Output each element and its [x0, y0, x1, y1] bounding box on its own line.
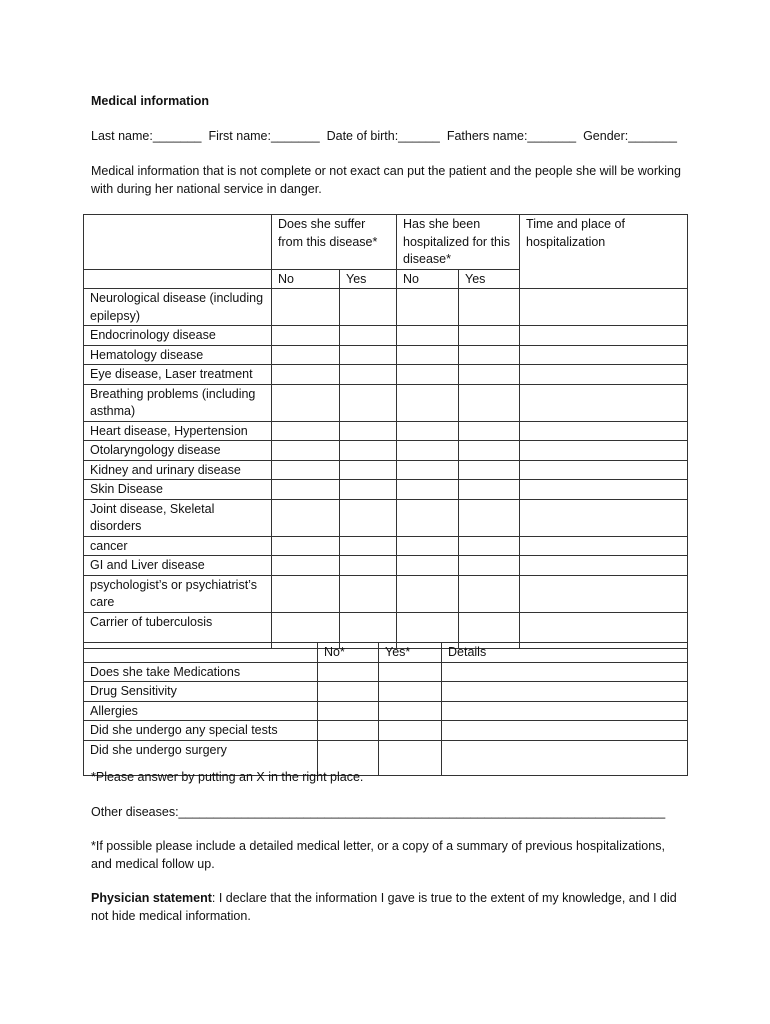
med-details-cell[interactable] [442, 682, 688, 702]
time-place-cell[interactable] [520, 289, 688, 326]
no-hosp-cell[interactable] [397, 326, 459, 346]
med-details-cell[interactable] [442, 721, 688, 741]
no-suffer-cell[interactable] [272, 536, 340, 556]
identity-fields [91, 129, 677, 143]
yes-hosp-cell[interactable] [459, 556, 520, 576]
yes-suffer-cell[interactable] [340, 499, 397, 536]
yes-hosp-cell[interactable] [459, 345, 520, 365]
header-hospitalized: Has she been hospitalized for this disease* [397, 215, 520, 270]
time-place-cell[interactable] [520, 575, 688, 612]
table-row [84, 289, 688, 326]
yes-hosp-cell[interactable] [459, 441, 520, 461]
med-no-cell[interactable] [318, 721, 379, 741]
time-place-cell[interactable] [520, 441, 688, 461]
time-place-cell[interactable] [520, 326, 688, 346]
table-row [84, 421, 688, 441]
no-suffer-cell[interactable] [272, 575, 340, 612]
yes-suffer-cell[interactable] [340, 441, 397, 461]
no-hosp-cell[interactable] [397, 575, 459, 612]
med-question-label: Did she undergo any special tests [84, 721, 318, 741]
medication-table [83, 642, 688, 776]
med-question-label: Does she take Medications [84, 662, 318, 682]
med-details-cell[interactable] [442, 662, 688, 682]
no-suffer-cell[interactable] [272, 365, 340, 385]
no-suffer-cell[interactable] [272, 289, 340, 326]
time-place-cell[interactable] [520, 365, 688, 385]
disease-label: Neurological disease (including epilepsy) [84, 289, 272, 326]
disease-label: psychologist’s or psychiatrist’s care [84, 575, 272, 612]
yes-hosp-cell[interactable] [459, 421, 520, 441]
disease-label: cancer [84, 536, 272, 556]
statement-text: : I declare that the information I gave is true to the extent of my knowledge, and I did not hide medical information. [91, 891, 677, 923]
no-suffer-cell[interactable] [272, 556, 340, 576]
table-row [84, 441, 688, 461]
table-row [84, 499, 688, 536]
table-row [84, 556, 688, 576]
no-hosp-cell[interactable] [397, 441, 459, 461]
med-header-details: Details [442, 643, 688, 663]
no-suffer-cell[interactable] [272, 460, 340, 480]
fathers-name-field[interactable]: Fathers name:_______ [446, 129, 577, 143]
no-hosp-cell[interactable] [397, 536, 459, 556]
form-title: Medical information [91, 94, 210, 108]
table-row [84, 460, 688, 480]
no-hosp-cell[interactable] [397, 384, 459, 421]
time-place-cell[interactable] [520, 480, 688, 500]
disease-label: GI and Liver disease [84, 556, 272, 576]
med-yes-cell[interactable] [379, 662, 442, 682]
med-question-label: Drug Sensitivity [84, 682, 318, 702]
yes-suffer-cell[interactable] [340, 365, 397, 385]
yes-hosp-cell[interactable] [459, 289, 520, 326]
med-yes-cell[interactable] [379, 682, 442, 702]
yes-suffer-cell[interactable] [340, 421, 397, 441]
table-row [84, 682, 688, 702]
yes-suffer-cell[interactable] [340, 480, 397, 500]
intro-text: Medical information that is not complete or not exact can put the patient and the people she will be working with during her national service in danger. [91, 164, 681, 196]
no-suffer-cell[interactable] [272, 499, 340, 536]
statement-label: Physician statement [91, 891, 212, 905]
yes-hosp-cell[interactable] [459, 575, 520, 612]
gender-field[interactable]: Gender:_______ [583, 129, 677, 143]
no-suffer-cell[interactable] [272, 326, 340, 346]
dob-field[interactable]: Date of birth:______ [326, 129, 440, 143]
med-question-label: Did she undergo surgery [84, 740, 318, 775]
med-no-cell[interactable] [318, 682, 379, 702]
table-row [84, 575, 688, 612]
table-row [84, 345, 688, 365]
header-empty [84, 215, 272, 270]
first-name-field[interactable]: First name:_______ [208, 129, 320, 143]
table-row [84, 701, 688, 721]
yes-hosp-cell[interactable] [459, 460, 520, 480]
yes-suffer-cell[interactable] [340, 556, 397, 576]
med-no-cell[interactable] [318, 662, 379, 682]
no-suffer-cell[interactable] [272, 345, 340, 365]
no-hosp-cell[interactable] [397, 289, 459, 326]
letter-note: *If possible please include a detailed medical letter, or a copy of a summary of previous hospitalizations, and medical follow up. [91, 839, 665, 871]
disease-label: Endocrinology disease [84, 326, 272, 346]
yes-hosp-cell[interactable] [459, 536, 520, 556]
time-place-cell[interactable] [520, 499, 688, 536]
header-time-place: Time and place of hospitalization [520, 215, 688, 289]
table-row [84, 365, 688, 385]
med-header-no: No* [318, 643, 379, 663]
time-place-cell[interactable] [520, 536, 688, 556]
med-yes-cell[interactable] [379, 721, 442, 741]
no-hosp-cell[interactable] [397, 499, 459, 536]
header-suffer: Does she suffer from this disease* [272, 215, 397, 270]
yes-suffer-cell[interactable] [340, 326, 397, 346]
med-no-cell[interactable] [318, 701, 379, 721]
answer-note: *Please answer by putting an X in the right place. [91, 770, 364, 784]
yes-suffer-cell[interactable] [340, 345, 397, 365]
table-row [84, 721, 688, 741]
yes-suffer-cell[interactable] [340, 536, 397, 556]
time-place-cell[interactable] [520, 556, 688, 576]
table-row [84, 662, 688, 682]
physician-statement [91, 890, 681, 925]
yes-hosp-cell[interactable] [459, 326, 520, 346]
med-header-empty [84, 643, 318, 663]
disease-table [83, 214, 688, 649]
yes-suffer-cell[interactable] [340, 460, 397, 480]
disease-label: Joint disease, Skeletal disorders [84, 499, 272, 536]
yes-suffer-cell[interactable] [340, 384, 397, 421]
yes-hosp-cell[interactable] [459, 480, 520, 500]
med-header-yes: Yes* [379, 643, 442, 663]
yes-suffer-cell[interactable] [340, 289, 397, 326]
disease-label: Skin Disease [84, 480, 272, 500]
subheader-no-hosp: No [397, 269, 459, 289]
yes-hosp-cell[interactable] [459, 384, 520, 421]
yes-hosp-cell[interactable] [459, 365, 520, 385]
other-diseases-field[interactable]: Other diseases:______________________________________________________________________ [91, 805, 666, 819]
no-suffer-cell[interactable] [272, 384, 340, 421]
disease-label: Carrier of tuberculosis [84, 612, 272, 648]
no-suffer-cell[interactable] [272, 441, 340, 461]
time-place-cell[interactable] [520, 345, 688, 365]
no-hosp-cell[interactable] [397, 460, 459, 480]
subheader-yes-hosp: Yes [459, 269, 520, 289]
time-place-cell[interactable] [520, 460, 688, 480]
subheader-yes-suffer: Yes [340, 269, 397, 289]
subheader-no-suffer: No [272, 269, 340, 289]
time-place-cell[interactable] [520, 384, 688, 421]
time-place-cell[interactable] [520, 421, 688, 441]
med-details-cell[interactable] [442, 701, 688, 721]
no-hosp-cell[interactable] [397, 480, 459, 500]
yes-hosp-cell[interactable] [459, 499, 520, 536]
disease-label: Eye disease, Laser treatment [84, 365, 272, 385]
table-row [84, 326, 688, 346]
disease-label: Breathing problems (including asthma) [84, 384, 272, 421]
no-hosp-cell[interactable] [397, 556, 459, 576]
table-row [84, 480, 688, 500]
disease-label: Hematology disease [84, 345, 272, 365]
table-row [84, 384, 688, 421]
last-name-field[interactable]: Last name:_______ [91, 129, 202, 143]
disease-label: Otolaryngology disease [84, 441, 272, 461]
med-question-label: Allergies [84, 701, 318, 721]
yes-suffer-cell[interactable] [340, 575, 397, 612]
no-suffer-cell[interactable] [272, 421, 340, 441]
disease-label: Heart disease, Hypertension [84, 421, 272, 441]
table-row [84, 536, 688, 556]
no-hosp-cell[interactable] [397, 421, 459, 441]
no-suffer-cell[interactable] [272, 480, 340, 500]
med-yes-cell[interactable] [379, 701, 442, 721]
no-hosp-cell[interactable] [397, 345, 459, 365]
no-hosp-cell[interactable] [397, 365, 459, 385]
subheader-empty [84, 269, 272, 289]
disease-label: Kidney and urinary disease [84, 460, 272, 480]
